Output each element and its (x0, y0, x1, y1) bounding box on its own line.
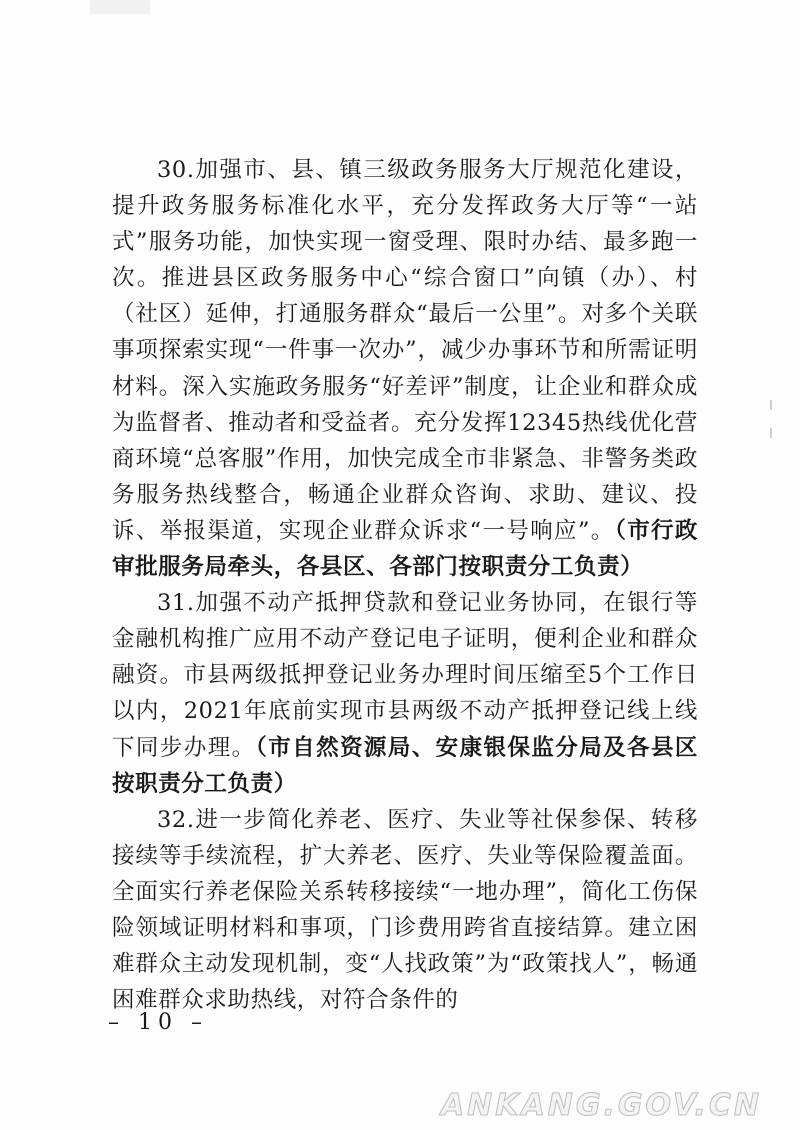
paragraph-30-text: 30.加强市、县、镇三级政务服务大厅规范化建设，提升政务服务标准化水平，充分发挥政务大厅等“一站式”服务功能，加快实现一窗受理、限时办结、最多跑一次。推进县区政务服务中心“综合窗口”向镇（办）、村（社区）延伸，打通服务群众“最后一公里”。对多个关联事项探索实现“一件事一次办”，减少办事环节和所需证明材料。深入实施政务服务“好差评”制度，让企业和群众成为监督者、推动者和受益者。充分发挥12345热线优化营商环境“总客服”作用，加快完成全市非紧急、非警务类政务服务热线整合，畅通企业群众咨询、求助、建议、投诉、举报渠道，实现企业群众诉求“一号响应”。 (112, 157, 698, 544)
page-number: – 10 – (108, 1010, 208, 1035)
paragraph-32 (112, 802, 698, 1019)
paragraph-32-text: 32.进一步简化养老、医疗、失业等社保参保、转移接续等手续流程，扩大养老、医疗、失业等保险覆盖面。全面实行养老保险关系转移接续“一地办理”，简化工伤保险领域证明材料和事项，门诊费用跨省直接结算。建立困难群众主动发现机制，变“人找政策”为“政策找人”，畅通困难群众求助热线，对符合条件的 (112, 806, 698, 1014)
paragraph-31-responsibility: （市自然资源局、安康银保监分局及各县区按职责分工负责） (112, 734, 698, 797)
margin-mark (770, 428, 772, 438)
margin-mark (770, 400, 772, 410)
site-watermark: ANKANG.GOV.CN (440, 1088, 762, 1123)
paragraph-30 (112, 152, 698, 585)
paragraph-31 (112, 585, 698, 802)
document-body (112, 152, 698, 1018)
scan-artifact (90, 0, 150, 14)
paragraph-31-text: 31.加强不动产抵押贷款和登记业务协同，在银行等金融机构推广应用不动产登记电子证明，便利企业和群众融资。市县两级抵押登记业务办理时间压缩至5个工作日以内，2021年底前实现市县两级不动产抵押登记线上线下同步办理。 (112, 590, 698, 761)
paragraph-30-responsibility: （市行政审批服务局牵头，各县区、各部门按职责分工负责） (112, 517, 698, 581)
